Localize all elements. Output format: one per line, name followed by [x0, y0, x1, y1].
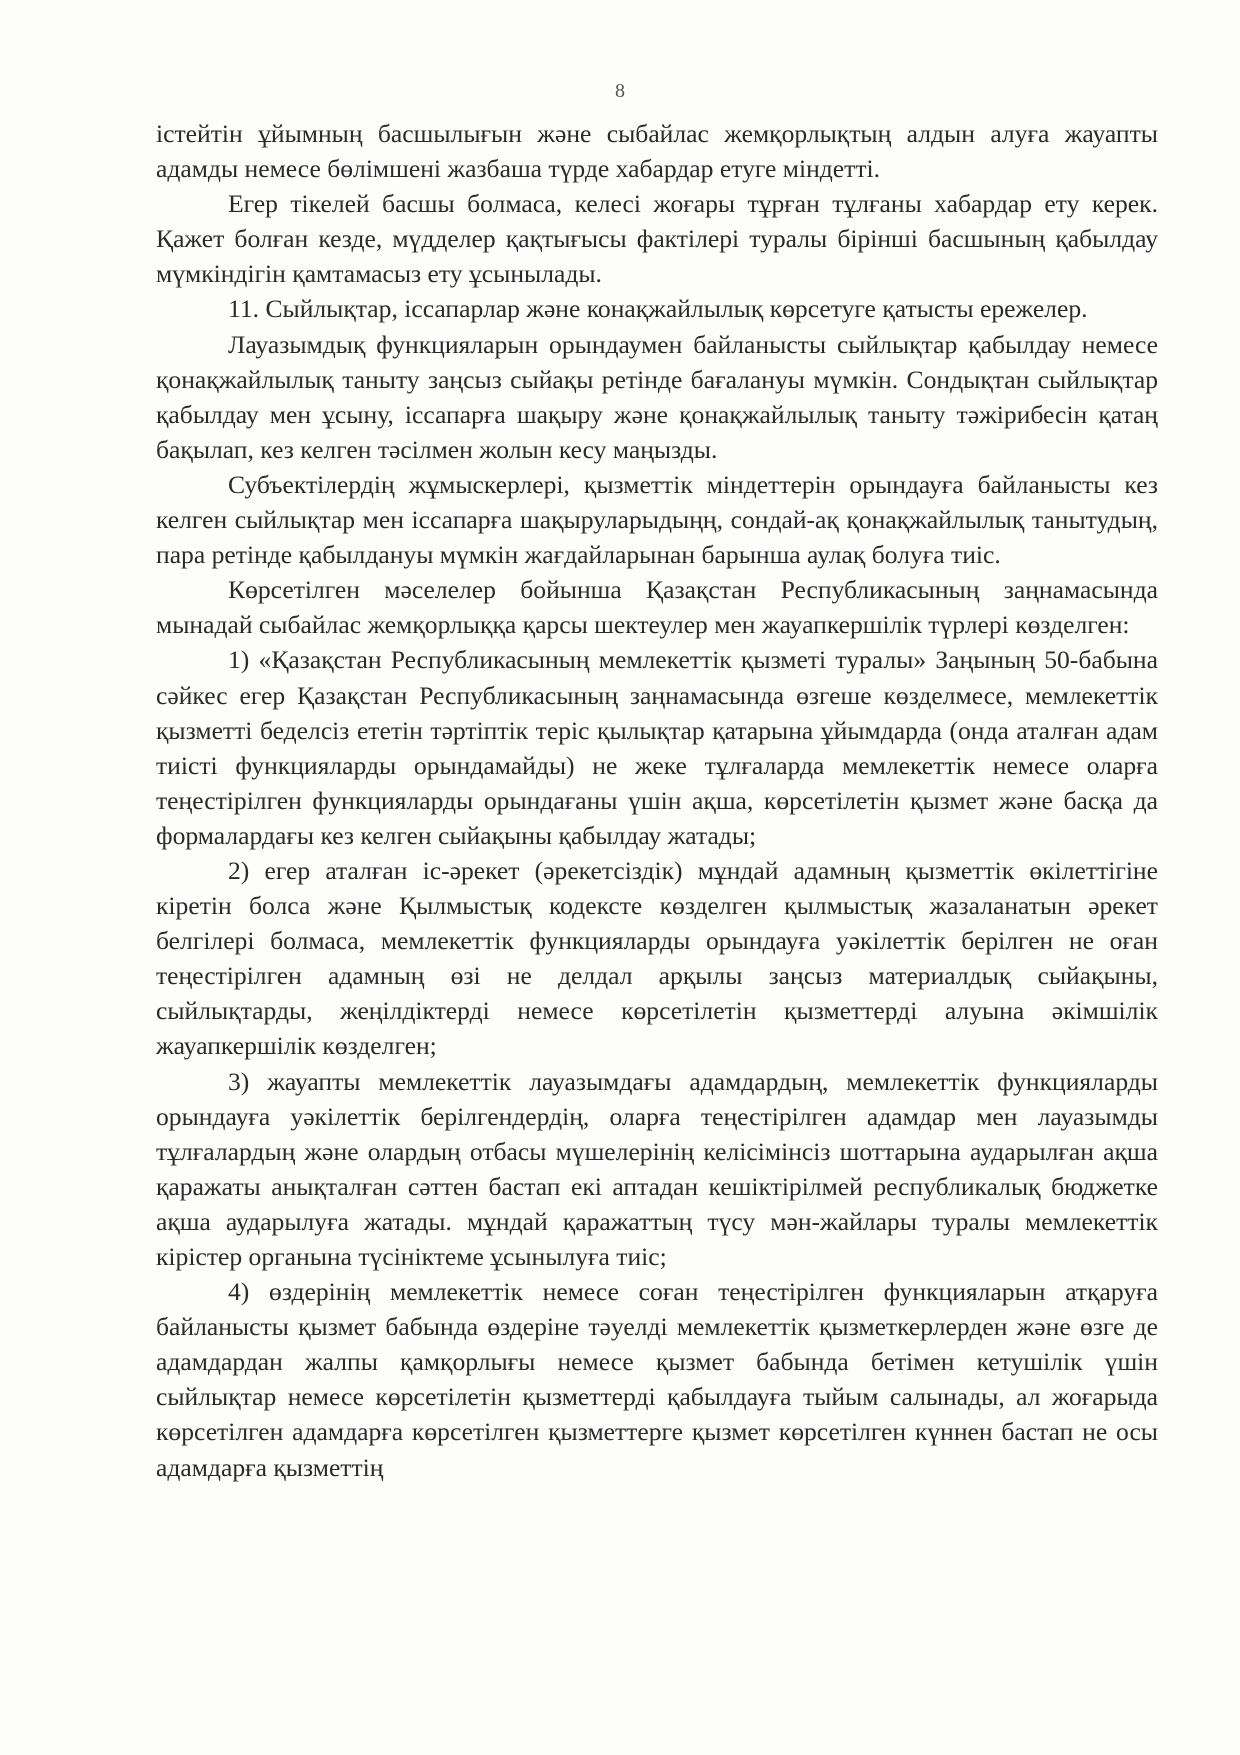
- paragraph: Көрсетілген мәселелер бойынша Қазақстан Республикасының заңнамасында мынадай сыбайлас жемқорлыққа қарсы шектеулер мен жауапкершілік түрлері көзделген:: [156, 575, 1158, 640]
- list-item: 3) жауапты мемлекеттік лауазымдағы адамдардың, мемлекеттік функцияларды орындауға уәкілеттік берілгендердің, оларға теңестірілген адамдар мен лауазымды тұлғалардың және олардың отбасы мүшелерінің келісімінсіз шоттарына аударылған ақша қаражаты анықталған сәттен бастап екі аптадан кешіктірілмей республикалық бюджетке ақша аударылуға жатады. мұндай қаражаттың түсу мән-жайлары туралы мемлекеттік кірістер органына түсініктеме ұсынылуға тиіс;: [156, 1066, 1158, 1271]
- list-item: 4) өздерінің мемлекеттік немесе соған теңестірілген функцияларын атқаруға байланысты қызмет бабында өздеріне тәуелді мемлекеттік қызметкерлерден және өзге де адамдардан жалпы қамқорлығы немесе қызмет бабында бетімен кетушілік үшін сыйлықтар немесе көрсетілетін қызметтерді қабылдауға тыйым салынады, ал жоғарыда көрсетілген адамдарға көрсетілген қызметтерге қызмет көрсетілген күннен бастап не осы адамдарға қызметтің: [156, 1277, 1158, 1482]
- list-item: 1) «Қазақстан Республикасының мемлекеттік қызметі туралы» Заңының 50-бабына сәйкес егер Қазақстан Республикасының заңнамасында өзгеше көзделмесе, мемлекеттік қызметті беделсіз ететін тәртіптік теріс қылықтар қатарына ұйымдарда (онда аталған адам тиісті функцияларды орындамайды) не жеке тұлғаларда мемлекеттік немесе оларға теңестірілген функцияларды орындағаны үшін ақша, көрсетілетін қызмет және басқа да формалардағы кез келген сыйақыны қабылдау жатады;: [156, 645, 1158, 850]
- paragraph: Лауазымдық функцияларын орындаумен байланысты сыйлықтар қабылдау немесе қонақжайлылық таныту заңсыз сыйақы ретінде бағалануы мүмкін. Сондықтан сыйлықтар қабылдау мен ұсыну, іссапарға шақыру және қонақжайлылық таныту тәжірибесін қатаң бақылап, кез келген тәсілмен жолын кесу маңызды.: [156, 329, 1158, 464]
- paragraph: Субъектілердің жұмыскерлері, қызметтік міндеттерін орындауға байланысты кез келген сыйлықтар мен іссапарға шақыруларыдыңң, сондай-ақ қонақжайлылық танытудың, пара ретінде қабылдануы мүмкін жағдайларынан барынша аулақ болуға тиіс.: [156, 469, 1158, 570]
- paragraph: істейтін ұйымның басшылығын және сыбайлас жемқорлықтың алдын алуға жауапты адамды немесе бөлімшені жазбаша түрде хабардар етуге міндетті.: [156, 119, 1158, 184]
- section-heading: 11. Сыйлықтар, іссапарлар және конақжайлылық көрсетуге қатысты ережелер.: [228, 294, 1088, 324]
- document-body: [156, 116, 1158, 1485]
- list-item: 2) егер аталған іс-әрекет (әрекетсіздік) мұндай адамның қызметтік өкілеттігіне кіретін болса және Қылмыстық кодексте көзделген қылмыстық жазаланатын әрекет белгілері болмаса, мемлекеттік функцияларды орындауға уәкілеттік берілген не оған теңестірілген адамның өзі не делдал арқылы заңсыз материалдық сыйақыны, сыйлықтарды, жеңілдіктерді немесе көрсетілетін қызметтерді алуына әкімшілік жауапкершілік көзделген;: [156, 855, 1158, 1061]
- page-number: 8: [615, 80, 625, 102]
- paragraph: Егер тікелей басшы болмаса, келесі жоғары тұрған тұлғаны хабардар ету керек. Қажет болған кезде, мүдделер қақтығысы фактілері туралы бірінші басшының қабылдау мүмкіндігін қамтамасыз ету ұсынылады.: [156, 189, 1158, 289]
